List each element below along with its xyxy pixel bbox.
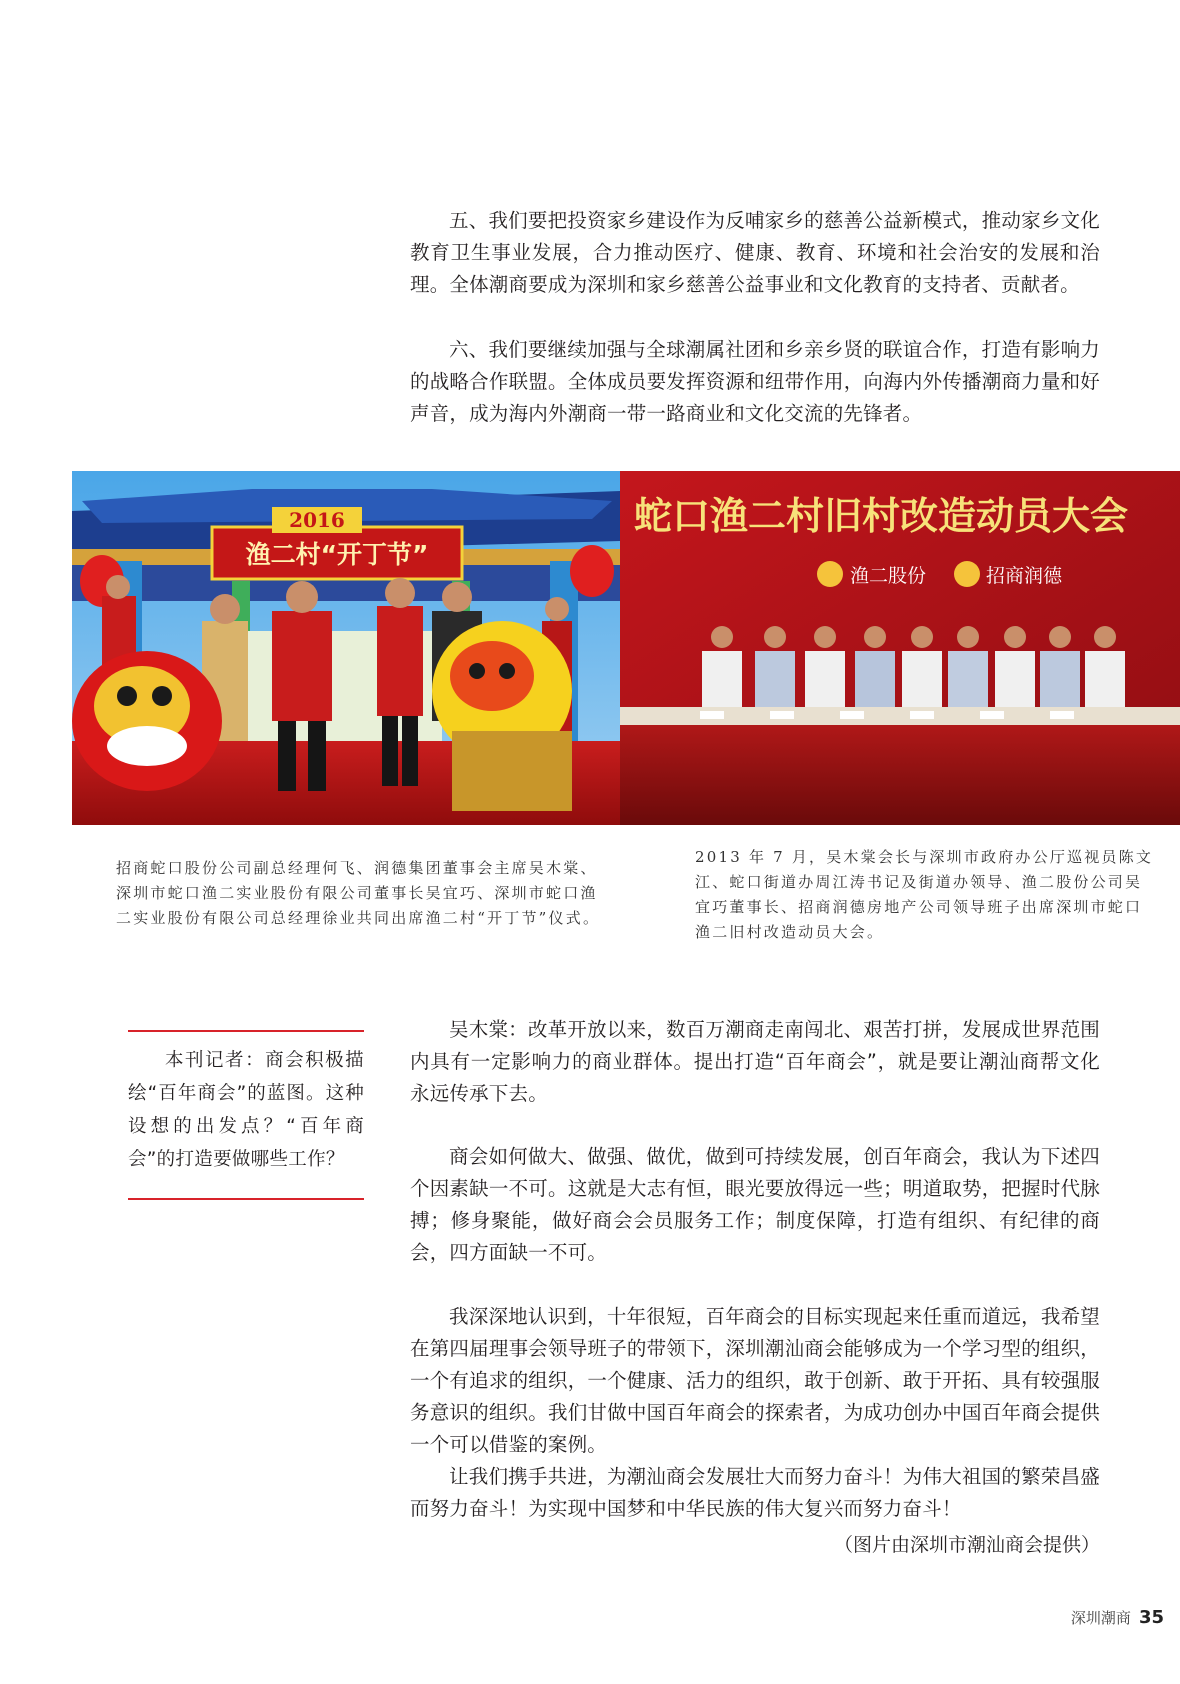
body-paragraph-5: 五、我们要把投资家乡建设作为反哺家乡的慈善公益新模式，推动家乡文化教育卫生事业发展，合力推动医疗、健康、教育、环境和社会治安的发展和治理。全体潮商要成为深圳和家乡慈善公益事业和文化教育的支持者、贡献者。 (410, 209, 1100, 296)
magazine-name: 深圳潮商 (1070, 1609, 1131, 1627)
zhaoshang-logo-icon (954, 561, 980, 587)
answer-paragraph-3: 我深深地认识到，十年很短，百年商会的目标实现起来任重而道远，我希望在第四届理事会领导班子的带领下，深圳潮汕商会能够成为一个学习型的组织，一个有追求的组织，一个健康、活力的组织，敢于创新、敢于开拓、具有较强服务意识的组织。我们甘做中国百年商会的探索者，为成功创办中国百年商会提供一个可以借鉴的案例。 (410, 1305, 1100, 1456)
body-paragraph-6: 六、我们要继续加强与全球潮属社团和乡亲乡贤的联谊合作，打造有影响力的战略合作联盟。全体成员要发挥资源和纽带作用，向海内外传播潮商力量和好声音，成为海内外潮商一带一路商业和文化交流的先锋者。 (410, 338, 1100, 425)
reporter-question: 本刊记者：商会积极描绘“百年商会”的蓝图。这种设想的出发点？“百年商会”的打造要做哪些工作？ (128, 1050, 364, 1170)
yuer-logo-icon (817, 561, 843, 587)
page-number: 35 (1138, 1607, 1164, 1628)
photo-lion-dance (72, 471, 620, 825)
caption-left: 招商蛇口股份公司副总经理何飞、润德集团董事会主席吴木棠、深圳市蛇口渔二实业股份有限公司董事长吴宜巧、深圳市蛇口渔二实业股份有限公司总经理徐业共同出席渔二村“开丁节”仪式。 (116, 859, 601, 927)
banner-year: 2016 (289, 508, 345, 532)
page-footer (1071, 1607, 1164, 1628)
answer-paragraph-1: 吴木棠：改革开放以来，数百万潮商走南闯北、艰苦打拼，发展成世界范围内具有一定影响力的商业群体。提出打造“百年商会”，就是要让潮汕商帮文化永远传承下去。 (410, 1018, 1100, 1105)
banner-festival-title: 渔二村“开丁节” (245, 540, 429, 569)
question-bottom-rule (128, 1198, 364, 1200)
question-top-rule (128, 1030, 364, 1032)
meeting-banner-title: 蛇口渔二村旧村改造动员大会 (634, 494, 1129, 538)
answer-paragraph-4: 让我们携手共进，为潮汕商会发展壮大而努力奋斗！为伟大祖国的繁荣昌盛而努力奋斗！为实现中国梦和中华民族的伟大复兴而努力奋斗！ (410, 1465, 1100, 1520)
caption-right: 2013 年 7 月，吴木棠会长与深圳市政府办公厅巡视员陈文江、蛇口街道办周江涛书记及街道办领导、渔二股份公司吴宜巧董事长、招商润德房地产公司领导班子出席深圳市蛇口渔二旧村改造动员大会。 (695, 848, 1154, 941)
answer-paragraph-2: 商会如何做大、做强、做优，做到可持续发展，创百年商会，我认为下述四个因素缺一不可。这就是大志有恒，眼光要放得远一些；明道取势，把握时代脉搏；修身聚能，做好商会会员服务工作；制度保障，打造有组织、有纪律的商会，四方面缺一不可。 (410, 1145, 1100, 1264)
photo-mobilization-meeting (620, 471, 1180, 825)
photo-credit: （图片由深圳市潮汕商会提供） (833, 1534, 1100, 1556)
logo-yuer-label: 渔二股份 (850, 565, 927, 587)
logo-zhaoshang-label: 招商润德 (986, 565, 1063, 587)
